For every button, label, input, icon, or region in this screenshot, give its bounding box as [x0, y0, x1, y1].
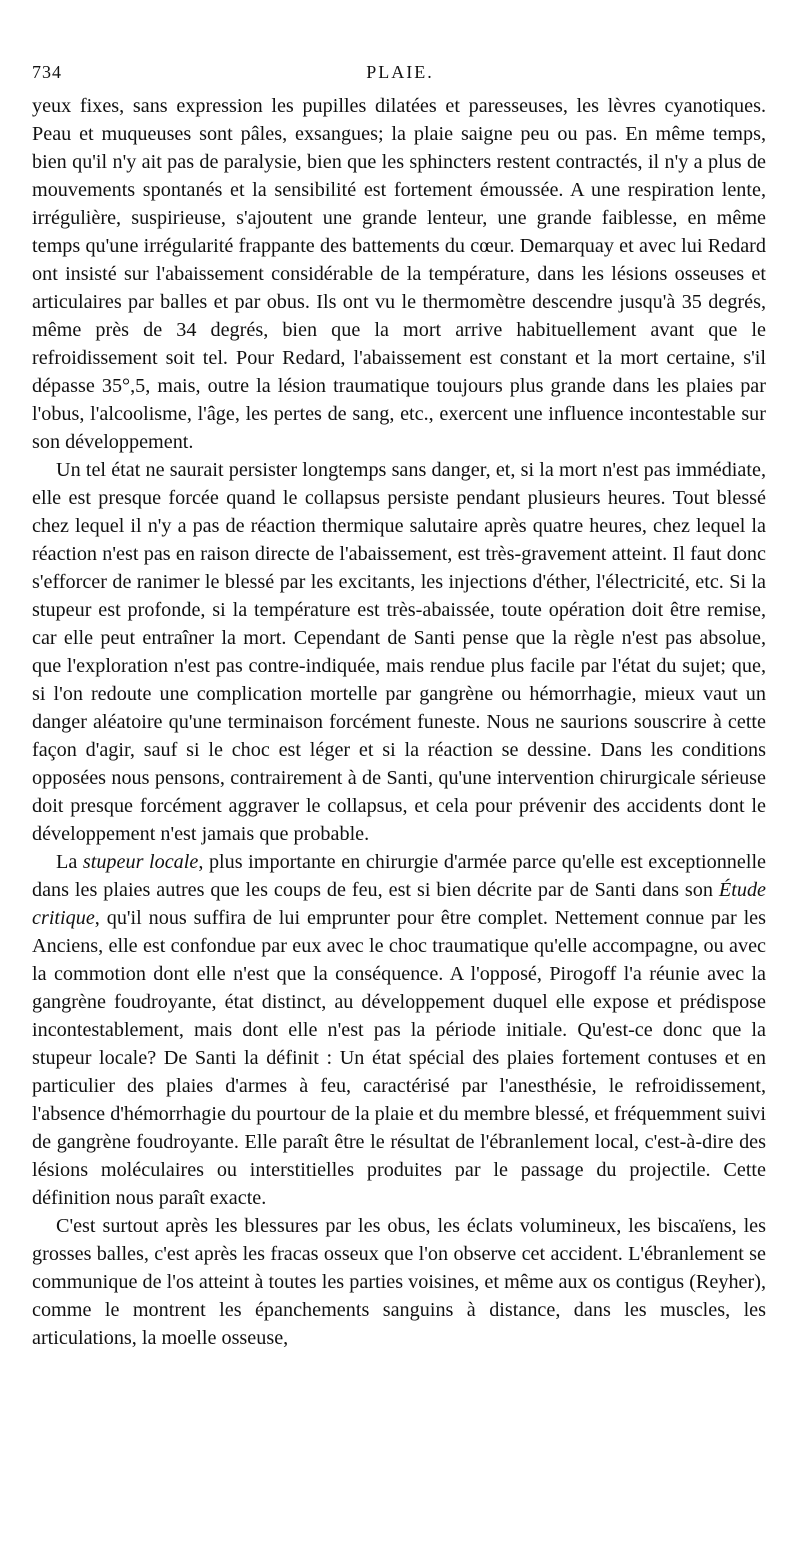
paragraph-3 [32, 848, 766, 1212]
paragraph-3-text-1: , plus importante en chirurgie d'armée parce qu'elle est exceptionnelle dans les plaies autres que les coups de feu, est si bien décrite par de Santi dans son [32, 851, 767, 901]
paragraph-2: Un tel état ne saurait persister longtemps sans danger, et, si la mort n'est pas immédiate, elle est presque forcée quand le collapsus persiste pendant plusieurs heures. Tout blessé chez lequel il n'y a pas de réaction thermique salutaire après quatre heures, chez lequel la réaction n'est pas en raison directe de l'abaissement, est très-gravement atteint. Il faut donc s'efforcer de ranimer le blessé par les excitants, les injections d'éther, l'électricité, etc. Si la stupeur est profonde, si la température est très-abaissée, toute opération doit être remise, car elle peut entraîner la mort. Cependant de Santi pense que la règle n'est pas absolue, que l'exploration n'est pas contre-indiquée, mais rendue plus facile par l'état du sujet; que, si l'on redoute une complication mortelle par gangrène ou hémorrhagie, mieux vaut un danger aléatoire qu'une terminaison forcément funeste. Nous ne saurions souscrire à cette façon d'agir, sauf si le choc est léger et si la réaction se dessine. Dans les conditions opposées nous pensons, contrairement à de Santi, qu'une intervention chirurgicale sérieuse doit presque forcément aggraver le collapsus, et cela pour prévenir des accidents dont le développement n'est jamais que probable. [32, 459, 766, 845]
page-number: 734 [32, 62, 62, 82]
paragraph-1: yeux fixes, sans expression les pupilles dilatées et paresseuses, les lèvres cyanotiques. Peau et muqueuses sont pâles, exsangues; la plaie saigne peu ou pas. En même temps, bien qu'il n'y ait pas de paralysie, bien que les sphincters restent contractés, il n'y a plus de mouvements spontanés et la sensibilité est fortement émoussée. A une respiration lente, irrégulière, suspirieuse, s'ajoutent une grande lenteur, une grande faiblesse, en même temps qu'une irrégularité frappante des battements du cœur. Demarquay et avec lui Redard ont insisté sur l'abaissement considérable de la température, dans les lésions osseuses et articulaires par balles et par obus. Ils ont vu le thermomètre descendre jusqu'à 35 degrés, même près de 34 degrés, bien que la mort arrive habituellement avant que le refroidissement soit tel. Pour Redard, l'abaissement est constant et la mort certaine, s'il dépasse 35°,5, mais, outre la lésion traumatique toujours plus grande dans les plaies par l'obus, l'alcoolisme, l'âge, les pertes de sang, etc., exercent une influence incontestable sur son développement. [32, 95, 766, 453]
work-title-etude-critique: Étude critique [32, 879, 766, 929]
term-stupeur-locale: stupeur locale [82, 851, 199, 873]
paragraph-3-lead: La [56, 851, 83, 873]
running-head: PLAIE. [366, 62, 434, 82]
page-header [32, 62, 768, 86]
paragraph-3-text-2: , qu'il nous suffira de lui emprunter pour être complet. Nettement connue par les Anciens, elle est confondue par eux avec le choc traumatique qu'elle accompagne, ou avec la commotion dont elle n'est que la conséquence. A l'opposé, Pirogoff l'a réunie avec la gangrène foudroyante, état distinct, au développement duquel elle expose et prédispose incontestablement, mais dont elle n'est pas la période initiale. Qu'est-ce donc que la stupeur locale? De Santi la définit : Un état spécial des plaies fortement contuses et en particulier des plaies d'armes à feu, caractérisé par l'anesthésie, le refroidissement, l'absence d'hémorrhagie du pourtour de la plaie et du membre blessé, et fréquemment suivi de gangrène foudroyante. Elle paraît être le résultat de l'ébranlement local, c'est-à-dire des lésions moléculaires ou interstitielles produites par le passage du projectile. Cette définition nous paraît exacte. [32, 907, 766, 1209]
body-text [32, 92, 766, 1352]
paragraph-4: C'est surtout après les blessures par les obus, les éclats volumineux, les biscaïens, les grosses balles, c'est après les fracas osseux que l'on observe cet accident. L'ébranlement se communique de l'os atteint à toutes les parties voisines, et même aux os contigus (Reyher), comme le montrent les épanchements sanguins à distance, dans les muscles, les articulations, la moelle osseuse, [32, 1215, 766, 1349]
